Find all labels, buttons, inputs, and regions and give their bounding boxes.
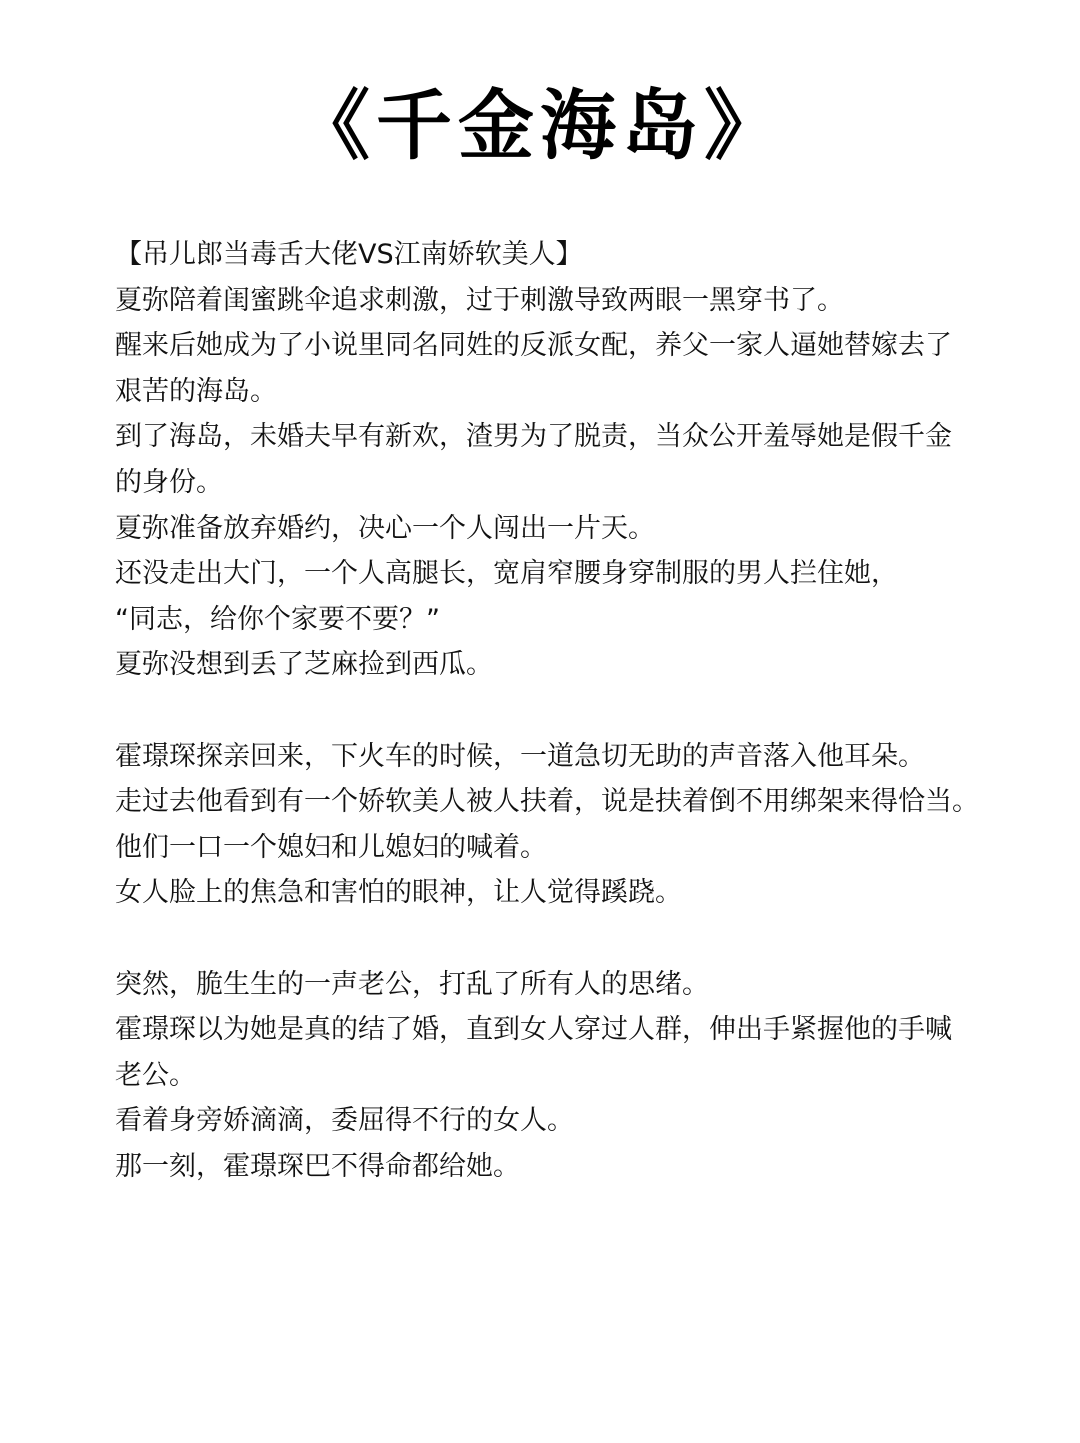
paragraph-line: 艰苦的海岛。 xyxy=(115,375,277,407)
synopsis-body xyxy=(115,232,1015,1189)
paragraph-line: 霍璟琛探亲回来，下火车的时候，一道急切无助的声音落入他耳朵。 xyxy=(115,740,925,772)
paragraph-line: 老公。 xyxy=(115,1059,196,1091)
paragraph-gap xyxy=(115,688,1015,734)
paragraph-line: 那一刻，霍璟琛巴不得命都给她。 xyxy=(115,1150,520,1182)
page-title: 《千金海岛》 xyxy=(294,81,786,170)
paragraph-line: 走过去他看到有一个娇软美人被人扶着，说是扶着倒不用绑架来得恰当。 xyxy=(115,786,979,818)
paragraph-line: 醒来后她成为了小说里同名同姓的反派女配，养父一家人逼她替嫁去了 xyxy=(115,330,952,362)
tagline: 【吊儿郎当毒舌大佬VS江南娇软美人】 xyxy=(115,239,583,270)
dialogue-line: “同志，给你个家要不要？” xyxy=(115,603,440,635)
paragraph-line: 他们一口一个媳妇和儿媳妇的喊着。 xyxy=(115,831,547,863)
paragraph-line: 夏弥没想到丢了芝麻捡到西瓜。 xyxy=(115,649,493,681)
paragraph-gap xyxy=(115,916,1015,962)
paragraph-line: 看着身旁娇滴滴，委屈得不行的女人。 xyxy=(115,1105,574,1137)
paragraph-line: 夏弥陪着闺蜜跳伞追求刺激，过于刺激导致两眼一黑穿书了。 xyxy=(115,284,844,316)
paragraph-line: 到了海岛，未婚夫早有新欢，渣男为了脱责，当众公开羞辱她是假千金 xyxy=(115,421,952,453)
paragraph-line: 夏弥准备放弃婚约，决心一个人闯出一片天。 xyxy=(115,512,655,544)
paragraph-line: 还没走出大门，一个人高腿长，宽肩窄腰身穿制服的男人拦住她， xyxy=(115,558,898,590)
paragraph-line: 女人脸上的焦急和害怕的眼神，让人觉得蹊跷。 xyxy=(115,877,682,909)
paragraph-line: 的身份。 xyxy=(115,466,223,498)
paragraph-line: 突然，脆生生的一声老公，打乱了所有人的思绪。 xyxy=(115,968,709,1000)
paragraph-line: 霍璟琛以为她是真的结了婚，直到女人穿过人群，伸出手紧握他的手喊 xyxy=(115,1014,952,1046)
